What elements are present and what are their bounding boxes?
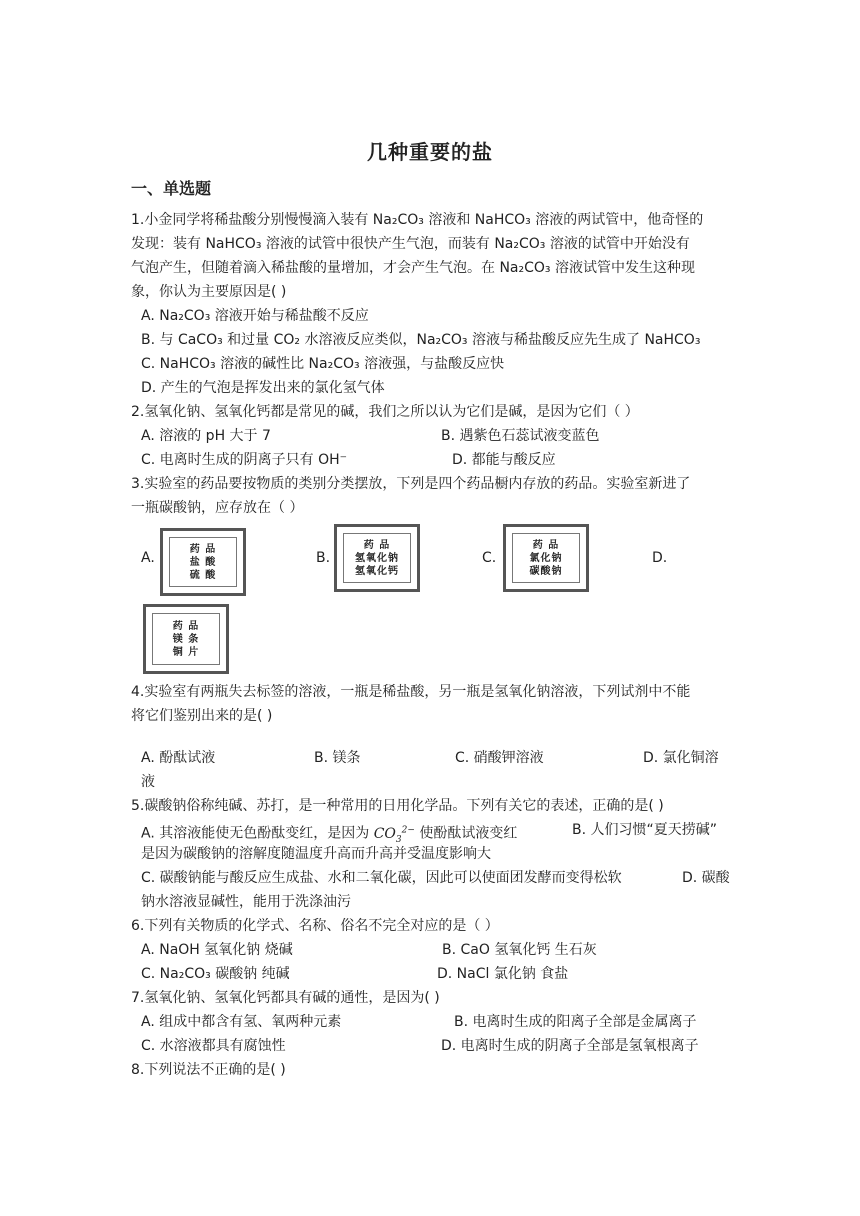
q3-stem-line-1: 3.实验室的药品要按物质的类别分类摆放，下列是四个药品橱内存放的药品。实验室新进了 — [131, 476, 691, 492]
q3-cabinet-c — [503, 524, 589, 592]
carbonate-ion-formula: $CO_3^{2-}$ — [373, 825, 415, 845]
q7-option-a: A. 组成中都含有氢、氧两种元素 — [141, 1014, 342, 1030]
q1-option-d: D. 产生的气泡是挥发出来的氯化氢气体 — [141, 380, 385, 396]
q5-option-c: C. 碳酸钠能与酸反应生成盐、水和二氧化碳，因此可以使面团发酵而变得松软 — [141, 870, 622, 886]
q6-option-c: C. Na₂CO₃ 碳酸钠 纯碱 — [141, 966, 290, 982]
cabinet-b-line-3: 氢氧化钙 — [355, 565, 399, 577]
q1-option-b: B. 与 CaCO₃ 和过量 CO₂ 水溶液反应类似，Na₂CO₃ 溶液与稀盐酸反应先生成了 NaHCO₃ — [141, 332, 701, 348]
q7-option-b: B. 电离时生成的阳离子全部是金属离子 — [454, 1014, 697, 1030]
q3-label-d: D. — [652, 550, 668, 566]
section-heading: 一、单选题 — [131, 179, 212, 198]
q2-stem: 2.氢氧化钠、氢氧化钙都是常见的碱，我们之所以认为它们是碱，是因为它们（ ） — [131, 404, 639, 420]
q7-stem: 7.氢氧化钠、氢氧化钙都具有碱的通性，是因为( ) — [131, 990, 440, 1006]
q7-option-d: D. 电离时生成的阴离子全部是氢氧根离子 — [441, 1038, 699, 1054]
q6-option-b: B. CaO 氢氧化钙 生石灰 — [442, 942, 597, 958]
q3-stem-line-2: 一瓶碳酸钠，应存放在（ ） — [131, 500, 304, 516]
q3-label-b: B. — [316, 550, 331, 566]
q4-option-c: C. 硝酸钾溶液 — [455, 750, 544, 766]
q4-stem-line-1: 4.实验室有两瓶失去标签的溶液，一瓶是稀盐酸，另一瓶是氢氧化钠溶液，下列试剂中不能 — [131, 684, 691, 700]
cabinet-b-line-2: 氢氧化钠 — [355, 552, 399, 564]
q5-stem: 5.碳酸钠俗称纯碱、苏打，是一种常用的日用化学品。下列有关它的表述，正确的是( ) — [131, 798, 664, 814]
q4-option-d-wrap: 液 — [141, 774, 155, 790]
cabinet-d-line-3: 铜 片 — [172, 646, 200, 658]
cabinet-a-line-3: 硫 酸 — [189, 569, 217, 581]
q2-option-c: C. 电离时生成的阴离子只有 OH⁻ — [141, 452, 348, 468]
q4-option-d: D. 氯化铜溶 — [643, 750, 719, 766]
q6-stem: 6.下列有关物质的化学式、名称、俗名不完全对应的是（ ） — [131, 918, 499, 934]
cabinet-a-line-1: 药 品 — [189, 543, 217, 555]
q1-stem-line-3: 气泡产生，但随着滴入稀盐酸的量增加，才会产生气泡。在 Na₂CO₃ 溶液试管中发生这种现 — [131, 260, 695, 276]
q3-label-c: C. — [482, 550, 497, 566]
cabinet-c-line-2: 氯化钠 — [529, 552, 563, 564]
q5-option-b-wrap: 是因为碳酸钠的溶解度随温度升高而升高并受温度影响大 — [141, 846, 491, 862]
q2-option-d: D. 都能与酸反应 — [452, 452, 556, 468]
q2-option-a: A. 溶液的 pH 大于 7 — [141, 428, 271, 444]
q6-option-a: A. NaOH 氢氧化钠 烧碱 — [141, 942, 293, 958]
q5-option-d: D. 碳酸 — [682, 870, 730, 886]
q1-stem-line-4: 象，你认为主要原因是( ) — [131, 284, 287, 300]
q5-option-a-pre: A. 其溶液能使无色酚酞变红，是因为 — [141, 825, 370, 842]
q8-stem: 8.下列说法不正确的是( ) — [131, 1062, 286, 1078]
q1-stem-line-1: 1.小金同学将稀盐酸分别慢慢滴入装有 Na₂CO₃ 溶液和 NaHCO₃ 溶液的两试管中，他奇怪的 — [131, 212, 704, 228]
q7-option-c: C. 水溶液都具有腐蚀性 — [141, 1038, 286, 1054]
q1-option-c: C. NaHCO₃ 溶液的碱性比 Na₂CO₃ 溶液强，与盐酸反应快 — [141, 356, 505, 372]
q3-cabinet-b — [334, 524, 420, 592]
q3-label-a: A. — [141, 550, 155, 566]
cabinet-d-line-1: 药 品 — [172, 620, 200, 632]
cabinet-a-line-2: 盐 酸 — [189, 556, 217, 568]
cabinet-b-line-1: 药 品 — [363, 539, 391, 551]
q6-option-d: D. NaCl 氯化钠 食盐 — [437, 966, 569, 982]
q3-cabinet-a — [160, 528, 246, 596]
cabinet-d-line-2: 镁 条 — [172, 633, 200, 645]
cabinet-c-line-3: 碳酸钠 — [529, 565, 563, 577]
q5-option-a-post: 使酚酞试液变红 — [419, 825, 518, 842]
cabinet-c-line-1: 药 品 — [532, 539, 560, 551]
q4-option-a: A. 酚酞试液 — [141, 750, 216, 766]
q5-option-d-wrap: 钠水溶液显碱性，能用于洗涤油污 — [141, 894, 351, 910]
q2-option-b: B. 遇紫色石蕊试液变蓝色 — [441, 428, 600, 444]
page-title: 几种重要的盐 — [367, 140, 493, 164]
q4-stem-line-2: 将它们鉴别出来的是( ) — [131, 708, 273, 724]
q3-cabinet-d — [143, 604, 229, 674]
q4-option-b: B. 镁条 — [314, 750, 361, 766]
q1-option-a: A. Na₂CO₃ 溶液开始与稀盐酸不反应 — [141, 308, 369, 324]
q5-option-b: B. 人们习惯“夏天捞碱” — [572, 822, 718, 838]
q1-stem-line-2: 发现：装有 NaHCO₃ 溶液的试管中很快产生气泡，而装有 Na₂CO₃ 溶液的试管中开始没有 — [131, 236, 690, 252]
